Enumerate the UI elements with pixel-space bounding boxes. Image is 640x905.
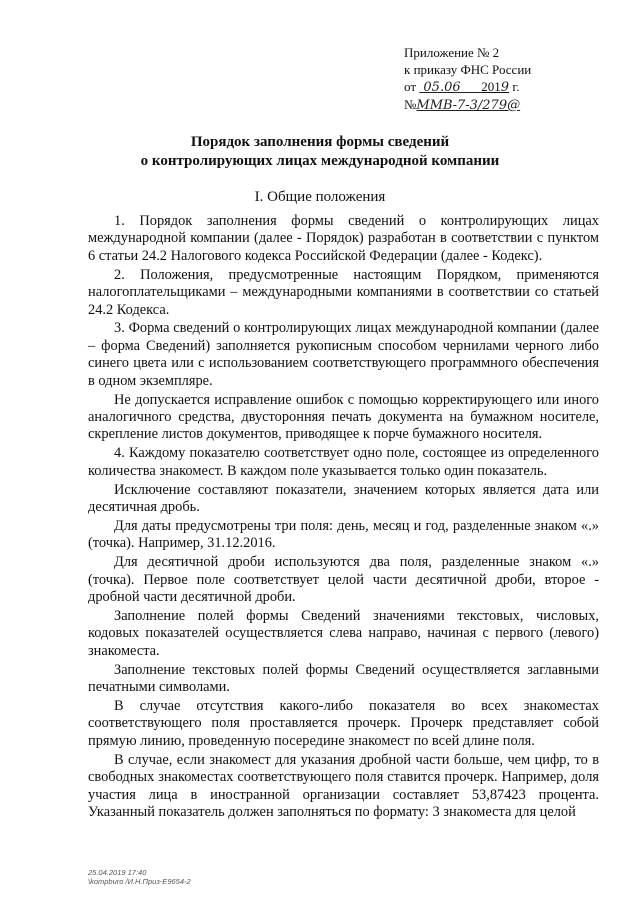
footer-file-path: \kompburo /И.Н.Приз-Е9654-2	[88, 877, 191, 886]
order-reference-line: к приказу ФНС России	[404, 62, 532, 77]
document-body	[88, 213, 599, 823]
paragraph: Для даты предусмотрены три поля: день, месяц и год, разделенные знаком «.» (точка). Например, 31.12.2016.	[88, 517, 599, 552]
paragraph: Заполнение текстовых полей формы Сведений осуществляется заглавными печатными символами.	[88, 661, 599, 696]
paragraph: Заполнение полей формы Сведений значениями текстовых, числовых, кодовых показателей осуществляется слева направо, начиная с первого (левого) знакоместа.	[88, 607, 599, 659]
order-number-line	[404, 96, 624, 114]
page-title	[0, 133, 640, 171]
date-prefix: от	[404, 79, 417, 94]
paragraph: Не допускается исправление ошибок с помощью корректирующего или иного аналогичного средства, двусторонняя печать документа на бумажном носителе, скрепление листов документов, приводящее к порче бумажного носителя.	[88, 391, 599, 443]
paragraph: Исключение составляют показатели, значением которых является дата или десятичная дробь.	[88, 481, 599, 515]
date-year: 2019	[481, 79, 510, 95]
paragraph: 3. Форма сведений о контролирующих лицах международной компании (далее – форма Сведений) заполняется рукописным способом чернилами черного либо синего цвета или с использованием соответствующего программного обеспечения в одном экземпляре.	[88, 320, 599, 389]
number-prefix: №	[404, 97, 417, 112]
order-number: ММВ-7-3/279@	[416, 98, 521, 113]
paragraph: Для десятичной дроби используются два поля, разделенные знаком «.» (точка). Первое поле соответствует целой части десятичной дроби, второе - дробной части десятичной дроби.	[88, 554, 599, 606]
title-line-1: Порядок заполнения формы сведений	[190, 134, 450, 150]
footer-timestamp: 25.04.2019 17:40	[88, 868, 147, 877]
date-suffix: г.	[512, 79, 520, 94]
section-heading: I. Общие положения	[254, 189, 386, 205]
paragraph: 4. Каждому показателю соответствует одно поле, состоящее из определенного количества знакомест. В каждом поле указывается только один показатель.	[88, 445, 599, 479]
print-footer	[88, 868, 191, 886]
appendix-header	[404, 44, 624, 114]
paragraph: В случае отсутствия какого-либо показателя во всех знакоместах соответствующего поля проставляется прочерк. Прочерк представляет собой прямую линию, проведенную посередине знакомест по всей длине поля.	[88, 697, 599, 749]
date-day-month: 05.06	[423, 80, 461, 95]
title-line-2: о контролирующих лицах международной компании	[140, 153, 500, 169]
paragraph: 2. Положения, предусмотренные настоящим Порядком, применяются налогоплательщиками – международными компаниями в соответствии со статьей 24.2 Кодекса.	[88, 266, 599, 318]
order-date-line	[404, 78, 624, 96]
appendix-line: Приложение № 2	[404, 45, 500, 60]
paragraph: 1. Порядок заполнения формы сведений о контролирующих лицах международной компании (далее - Порядок) разработан в соответствии с пунктом 6 статьи 24.2 Налогового кодекса Российской Федерации (далее - Кодекс).	[88, 213, 599, 264]
paragraph: В случае, если знакомест для указания дробной части больше, чем цифр, то в свободных знакоместах соответствующего поля ставится прочерк. Например, доля участия лица в иностранной организации составляет 53,87423 процента. Указанный показатель должен заполняться по формату: 3 знакоместа для целой	[88, 751, 599, 820]
